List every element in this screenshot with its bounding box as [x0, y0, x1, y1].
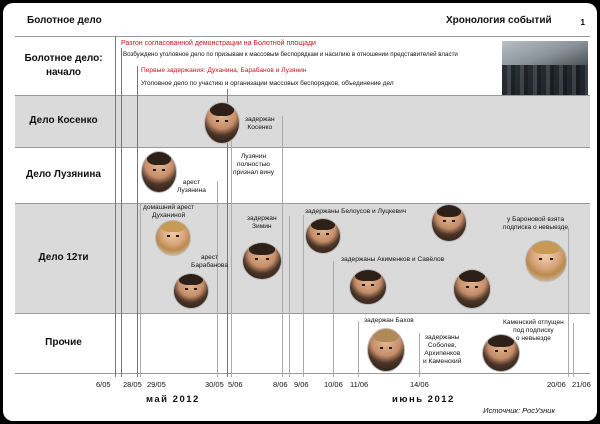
event-baronova: [503, 216, 568, 232]
event-luzyanin-vinu-line2: полностью: [237, 161, 270, 168]
row-label-start: [15, 36, 112, 95]
date-line-9-06: [303, 215, 304, 377]
photo-luzyanin: [141, 151, 177, 193]
event-barabanova-line1: арест: [200, 254, 219, 261]
photo-baronova: [525, 240, 567, 282]
row-label-luzyanin: Дело Лузянина: [26, 169, 101, 180]
event-baronova-line1: у Бароновой взята: [506, 216, 564, 223]
event-zimin-line2: Зимин: [252, 223, 272, 230]
tick-11-06: 11/06: [350, 380, 369, 389]
row-label-other: Прочие: [45, 337, 82, 348]
event-dukhanina-line1: домашний арест: [143, 204, 195, 211]
event-luzyanin-vinu: [233, 153, 274, 177]
event-luzyanin-vinu-line3: признал вину: [233, 169, 275, 176]
event-dukhanina-line2: Духаниной: [152, 212, 186, 219]
event-pervye: Первые задержания: Духанина, Барабанов и Лузянин: [141, 67, 307, 74]
event-luzyanin-arest-line2: Лузянина: [177, 187, 206, 194]
tick-30-05: 30/05: [205, 380, 224, 389]
event-kosenko: [245, 116, 275, 132]
event-dukhanina: [143, 204, 194, 220]
photo-bakhov: [367, 328, 405, 372]
tick-9-06: 9/06: [294, 380, 309, 389]
event-sobolev: [423, 334, 461, 366]
photo-barabanov: [173, 273, 209, 309]
date-line-6-05: [115, 36, 116, 377]
photo-zimin: [242, 242, 282, 280]
event-vozbuzhdeno: Возбуждено уголовное дело по призывам к массовым беспорядкам и насилию в отношении представителей власти: [123, 51, 458, 58]
event-barabanova-line2: Барабанова: [191, 262, 229, 269]
protest-photo: [502, 41, 588, 95]
event-baronova-line2: подписка о невыезде: [503, 224, 568, 231]
date-line-10-06: [333, 261, 334, 377]
event-sobolev-line2: Соболев,: [427, 342, 457, 349]
date-line-20-06: [568, 228, 569, 377]
row-label-12: Дело 12ти: [38, 252, 89, 263]
tick-6-05: 6/05: [96, 380, 111, 389]
photo-lutskevich: [431, 204, 467, 242]
row-label-start-line1: Болотное дело:: [24, 52, 103, 64]
month-june: июнь 2012: [392, 394, 455, 405]
event-kamensky-line1: Каменский отпущен: [503, 319, 564, 326]
photo-dukhanina: [155, 220, 191, 256]
event-kamensky-line2: под подписку: [513, 327, 554, 334]
date-line-5-06b: [231, 135, 232, 377]
event-luzyanin-vinu-line1: Лузянин: [240, 153, 267, 160]
date-line-8-06: [282, 116, 283, 377]
event-kosenko-line2: Косенко: [247, 124, 273, 131]
source-credit: Источник: РосУзник: [483, 406, 555, 415]
tick-21-06: 21/06: [572, 380, 591, 389]
event-luzyanin-arest: [177, 179, 206, 195]
month-may: май 2012: [146, 394, 200, 405]
tick-28-05: 28/05: [123, 380, 142, 389]
date-line-14-06: [419, 333, 420, 377]
event-razgon: Разгон согласованной демонстрации на Болотной площади: [121, 40, 316, 47]
date-line-21-06: [573, 323, 574, 377]
event-ugolovnoe: Уголовное дело по участию и организации массовых беспорядков, объединение дел: [141, 80, 394, 87]
tick-20-06: 20/06: [547, 380, 566, 389]
event-sobolev-line1: задержаны: [425, 334, 460, 341]
event-luzyanin-arest-line1: арест: [182, 179, 201, 186]
date-line-29-05: [140, 203, 141, 377]
tick-10-06: 10/06: [324, 380, 343, 389]
event-sobolev-line4: и Каменский: [423, 358, 462, 365]
tick-14-06: 14/06: [410, 380, 429, 389]
event-zimin: [247, 215, 277, 231]
header-subtitle: Хронология событий: [446, 15, 552, 26]
page-number: 1: [580, 18, 585, 27]
event-belousov: задержаны Белоусов и Луцкевич: [305, 208, 407, 215]
tick-29-05: 29/05: [147, 380, 166, 389]
row-label-kosenko: Дело Косенко: [29, 115, 98, 126]
date-line-28-05: [137, 66, 138, 377]
date-line-6-05b: [121, 48, 122, 377]
event-kosenko-line1: задержан: [245, 116, 275, 123]
date-line-11-06: [358, 321, 359, 377]
photo-akimenkov: [349, 269, 387, 305]
event-kamensky-line3: о невыезде: [515, 335, 551, 342]
tick-5-06: 5/06: [228, 380, 243, 389]
photo-kamensky: [482, 334, 520, 372]
event-zimin-line1: задержан: [247, 215, 277, 222]
event-sobolev-line3: Архипенков: [424, 350, 461, 357]
photo-kosenko: [204, 102, 240, 144]
event-akimenkov: задержаны Акименков и Савёлов: [341, 256, 445, 263]
event-barabanova: [191, 254, 228, 270]
date-line-30-05: [217, 181, 218, 377]
photo-belousov: [305, 218, 341, 254]
date-line-8-06b: [289, 216, 290, 377]
timeline-sheet: [3, 3, 597, 421]
row-label-start-line2: начало: [45, 66, 82, 78]
photo-savelov: [453, 269, 491, 309]
tick-8-06: 8/06: [273, 380, 288, 389]
header-title: Болотное дело: [27, 15, 102, 26]
event-bakhov: задержан Бахов: [364, 317, 414, 324]
